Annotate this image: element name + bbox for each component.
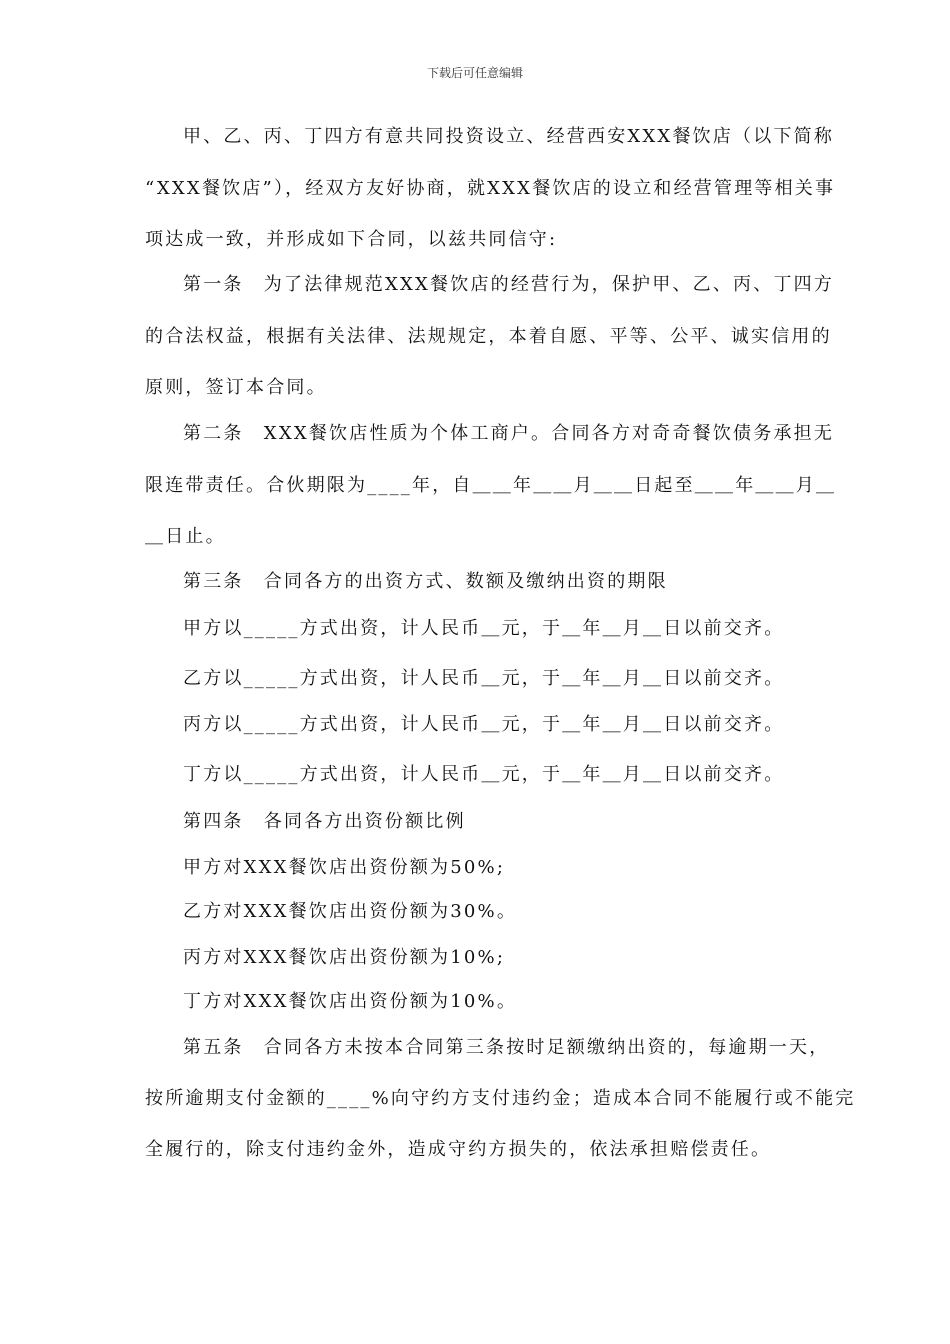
article-4-party-c-share: 丙方对XXX餐饮店出资份额为10%; xyxy=(183,947,506,968)
page-header: 下载后可任意编辑 xyxy=(426,66,523,80)
article-5-line-2: 按所逾期支付金额的____%向守约方支付违约金；造成本合同不能履行或不能完 xyxy=(145,1088,856,1109)
article-5-line-3: 全履行的，除支付违约金外，造成守约方损失的，依法承担赔偿责任。 xyxy=(145,1139,772,1160)
article-1-line-3: 原则，签订本合同。 xyxy=(145,377,327,398)
article-1-line-1: 第一条 为了法律规范XXX餐饮店的经营行为，保护甲、乙、丙、丁四方 xyxy=(183,274,835,295)
article-3-party-d: 丁方以_____方式出资，计人民币＿元，于＿年＿月＿日以前交齐。 xyxy=(183,764,785,785)
article-1-line-2: 的合法权益，根据有关法律、法规规定，本着自愿、平等、公平、诚实信用的 xyxy=(145,326,832,347)
article-5-line-1: 第五条 合同各方未按本合同第三条按时足额缴纳出资的，每逾期一天， xyxy=(183,1037,830,1058)
article-2-line-3: ＿日止。 xyxy=(145,526,226,547)
article-3-heading: 第三条 合同各方的出资方式、数额及缴纳出资的期限 xyxy=(183,571,668,592)
article-2-line-1: 第二条 XXX餐饮店性质为个体工商户。合同各方对奇奇餐饮债务承担无 xyxy=(183,423,835,444)
paragraph-intro-line-1: 甲、乙、丙、丁四方有意共同投资设立、经营西安XXX餐饮店（以下简称 xyxy=(183,126,835,147)
paragraph-intro-line-3: 项达成一致，并形成如下合同，以兹共同信守: xyxy=(145,229,558,250)
article-3-party-c: 丙方以_____方式出资，计人民币＿元，于＿年＿月＿日以前交齐。 xyxy=(183,714,785,735)
article-2-line-2: 限连带责任。合伙期限为____年，自＿＿年＿＿月＿＿日起至＿＿年＿＿月＿ xyxy=(145,475,837,496)
article-3-party-a: 甲方以_____方式出资，计人民币＿元，于＿年＿月＿日以前交齐。 xyxy=(183,618,785,639)
article-4-heading: 第四条 各同各方出资份额比例 xyxy=(183,811,466,832)
paragraph-intro-line-2: “XXX餐饮店”），经双方友好协商，就XXX餐饮店的设立和经营管理等相关事 xyxy=(145,178,836,199)
article-4-party-b-share: 乙方对XXX餐饮店出资份额为30%。 xyxy=(183,901,518,922)
article-3-party-b: 乙方以_____方式出资，计人民币＿元，于＿年＿月＿日以前交齐。 xyxy=(183,668,785,689)
article-4-party-a-share: 甲方对XXX餐饮店出资份额为50%; xyxy=(183,857,506,878)
article-4-party-d-share: 丁方对XXX餐饮店出资份额为10%。 xyxy=(183,991,518,1012)
